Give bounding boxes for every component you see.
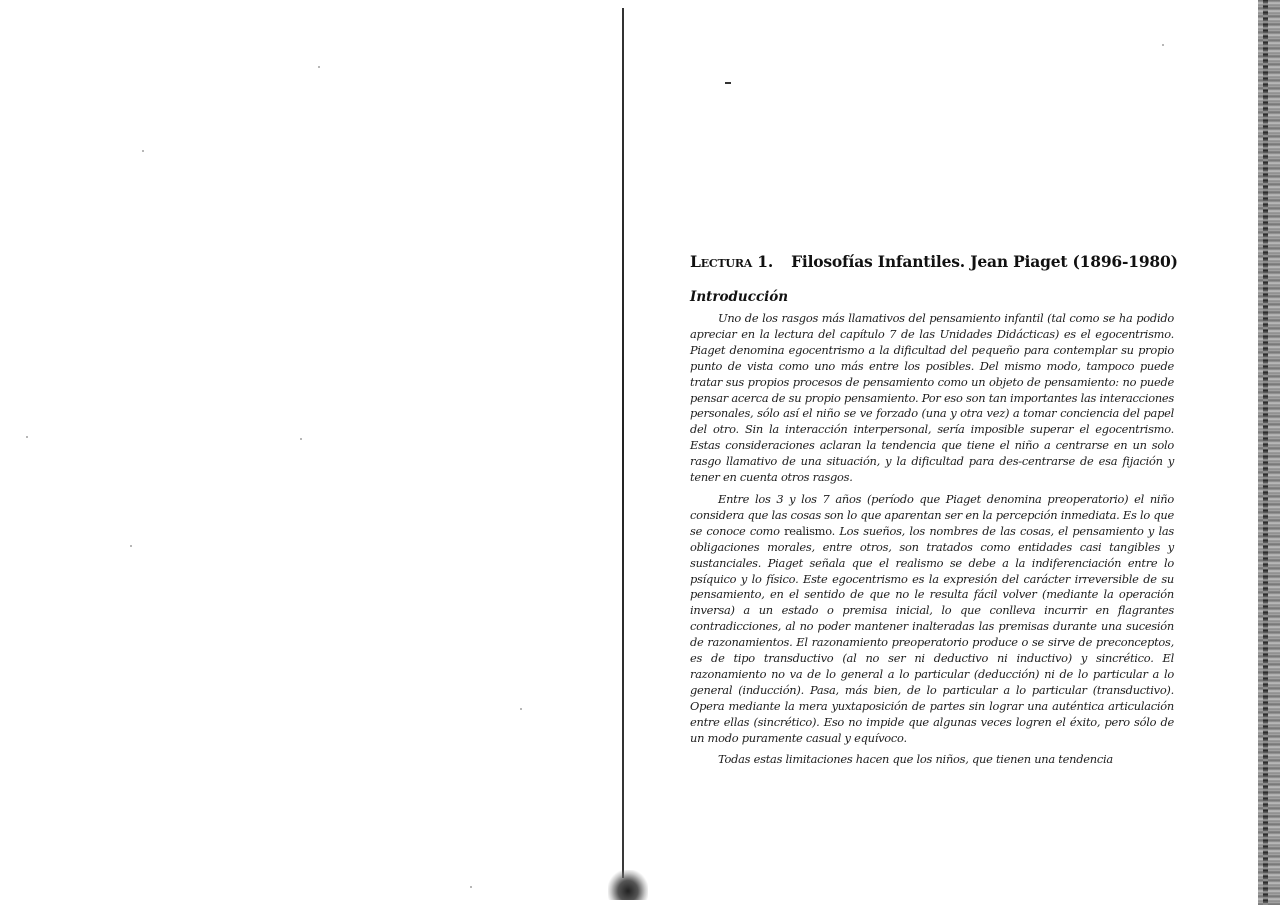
scan-speck	[520, 708, 522, 710]
right-page-edge-shadow	[1263, 0, 1268, 905]
scan-speck	[1162, 44, 1164, 46]
paragraph-2	[690, 492, 1174, 747]
scan-speck	[470, 886, 472, 888]
chapter-heading	[690, 252, 1178, 271]
paragraph-3: Todas estas limitaciones hacen que los niños, que tienen una tendencia	[718, 752, 1113, 767]
paragraph-1: Uno de los rasgos más llamativos del pensamiento infantil (tal como se ha podido apreciar en la lectura del capítulo 7 de las Unidades Didácticas) es el egocentrismo. Piaget denomina egocentrismo a la dificultad del pequeño para contemplar su propio punto de vista como uno más entre los posibles. Del mismo modo, tampoco puede tratar sus propios procesos de pensamiento como un objeto de pensamiento: no puede pensar acerca de su propio pensamiento. Por eso son tan importantes las interacciones personales, sólo así el niño se ve forzado (una y otra vez) a tomar conciencia del papel del otro. Sin la interacción interpersonal, sería imposible superar el egocentrismo. Estas consideraciones aclaran la tendencia que tiene el niño a centrarse en un solo rasgo llamativo de una situación, y la dificultad para des-centrarse de esa fijación y tener en cuenta otros rasgos.	[690, 311, 1174, 485]
right-page-text	[690, 252, 1178, 774]
scan-dash-mark	[725, 82, 731, 84]
book-spine-shadow	[608, 870, 648, 900]
scan-speck	[26, 436, 28, 438]
section-title: Introducción	[690, 289, 789, 305]
scan-speck	[130, 545, 132, 547]
heading-label: Lectura 1.	[690, 252, 774, 271]
heading-title: Filosofías Infantiles. Jean Piaget (1896-1980)	[791, 252, 1178, 271]
book-spine-line	[622, 8, 624, 878]
scan-speck	[300, 438, 302, 440]
paragraph-2-realismo: realismo.	[784, 523, 836, 538]
paragraph-2-part-2: Los sueños, los nombres de las cosas, el pensamiento y las obligaciones morales, entre otros, son tratados como entidades casi tangibles y sustanciales. Piaget señala que el realismo se debe a la indiferenciación entre lo psíquico y lo físico. Este egocentrismo es la expresión del carácter irreversible de su pensamiento, en el sentido de que no le resulta fácil volver (mediante la operación inversa) a un estado o premisa inicial, lo que conlleva incurrir en flagrantes contradicciones, al no poder mantener inalteradas las premisas durante una sucesión de razonamientos. El razonamiento preoperatorio produce o se sirve de preconceptos, es de tipo transductivo (al no ser ni deductivo ni inductivo) y sincrético. El razonamiento no va de lo general a lo particular (deducción) ni de lo particular a lo general (inducción). Pasa, más bien, de lo particular a lo particular (transductivo). Opera mediante la mera yuxtaposición de partes sin lograr una auténtica articulación entre ellas (sincrético). Eso no impide que algunas veces logren el éxito, pero sólo de un modo puramente casual y equívoco.	[690, 523, 1174, 745]
paragraph-2-part-1: Entre los 3 y los 7 años (período que Piaget denomina preoperatorio) el niño considera que las cosas son lo que aparentan ser en la percepción inmediata. Es lo que se conoce como	[690, 491, 1174, 538]
right-page-edge	[1258, 0, 1280, 905]
left-blank-page	[0, 0, 622, 905]
scan-speck	[142, 150, 144, 152]
scan-speck	[318, 66, 320, 68]
